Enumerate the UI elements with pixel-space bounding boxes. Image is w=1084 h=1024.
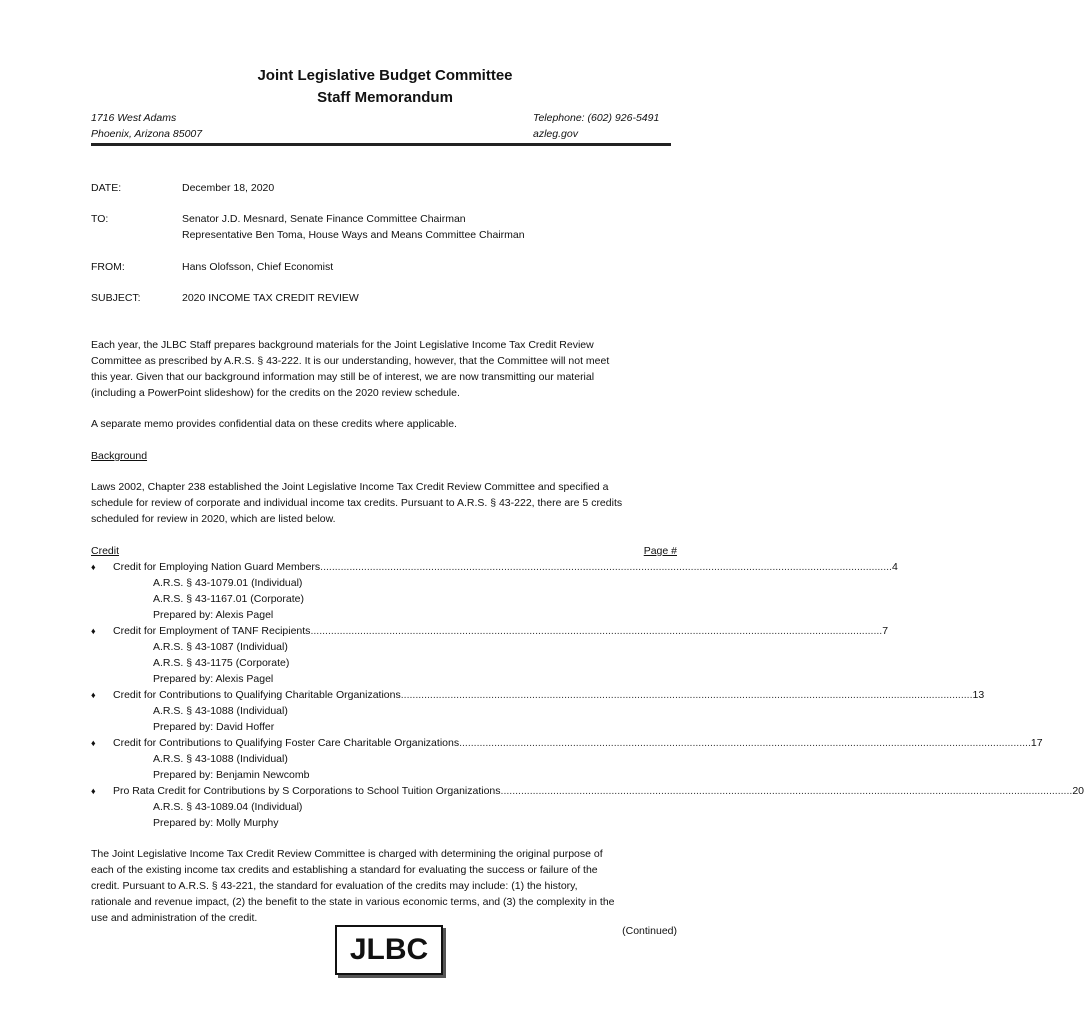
credit-column-header: Credit bbox=[91, 545, 120, 557]
jlbc-logo: JLBC bbox=[335, 925, 443, 975]
date-label: DATE: bbox=[91, 182, 122, 194]
bullet-icon: ♦ bbox=[91, 690, 96, 700]
credit-statute: A.R.S. § 43-1088 (Individual) bbox=[153, 753, 288, 765]
credit-statute: A.R.S. § 43-1167.01 (Corporate) bbox=[153, 593, 304, 605]
credit-row bbox=[91, 783, 1084, 799]
date-value: December 18, 2020 bbox=[182, 182, 275, 194]
credit-item bbox=[91, 623, 889, 687]
credit-name: Credit for Employment of TANF Recipients bbox=[113, 625, 311, 637]
dot-leader: .................................................................................................................................................................................................... bbox=[310, 625, 883, 637]
credit-name: Credit for Contributions to Qualifying Foster Care Charitable Organizations bbox=[113, 737, 460, 749]
credit-items bbox=[91, 559, 1084, 831]
text-line: Committee as prescribed by A.R.S. § 43-222. It is our understanding, however, that the Committee will not meet bbox=[91, 355, 610, 367]
dot-leader: .................................................................................................................................................................................................... bbox=[500, 785, 1073, 797]
bullet-icon: ♦ bbox=[91, 626, 96, 636]
credit-item bbox=[91, 783, 1084, 831]
text-line: scheduled for review in 2020, which are listed below. bbox=[91, 513, 336, 525]
credit-row bbox=[91, 735, 1043, 751]
credit-preparer: Prepared by: David Hoffer bbox=[153, 721, 275, 733]
continued-note: (Continued) bbox=[622, 925, 677, 937]
text-line: schedule for review of corporate and individual income tax credits. Pursuant to A.R.S. § 43-222, there are 5 credits bbox=[91, 497, 623, 509]
subject-label: SUBJECT: bbox=[91, 292, 141, 304]
page-title: Joint Legislative Budget Committee bbox=[257, 67, 513, 84]
credit-page-number: 7 bbox=[882, 625, 889, 637]
website: azleg.gov bbox=[533, 128, 578, 140]
dot-leader: .................................................................................................................................................................................................... bbox=[400, 689, 973, 701]
separate-memo-paragraph: A separate memo provides confidential data on these credits where applicable. bbox=[91, 418, 457, 430]
telephone: Telephone: (602) 926-5491 bbox=[533, 112, 660, 124]
credit-preparer: Prepared by: Molly Murphy bbox=[153, 817, 279, 829]
credit-statute: A.R.S. § 43-1079.01 (Individual) bbox=[153, 577, 303, 589]
credit-statute: A.R.S. § 43-1089.04 (Individual) bbox=[153, 801, 303, 813]
credit-preparer: Prepared by: Alexis Pagel bbox=[153, 609, 274, 621]
credit-name: Credit for Employing Nation Guard Members bbox=[113, 561, 321, 573]
address-city: Phoenix, Arizona 85007 bbox=[91, 128, 203, 140]
credit-preparer: Prepared by: Benjamin Newcomb bbox=[153, 769, 310, 781]
contact-block bbox=[533, 110, 659, 142]
subject-value: 2020 INCOME TAX CREDIT REVIEW bbox=[182, 292, 359, 304]
credit-name: Pro Rata Credit for Contributions by S Corporations to School Tuition Organizations bbox=[113, 785, 501, 797]
from-value: Hans Olofsson, Chief Economist bbox=[182, 261, 334, 273]
credit-row bbox=[91, 623, 889, 639]
credit-page-number: 4 bbox=[891, 561, 898, 573]
credit-item bbox=[91, 559, 898, 623]
credit-row bbox=[91, 687, 985, 703]
credit-statute: A.R.S. § 43-1087 (Individual) bbox=[153, 641, 288, 653]
credit-statute: A.R.S. § 43-1088 (Individual) bbox=[153, 705, 288, 717]
from-label: FROM: bbox=[91, 261, 125, 273]
bullet-icon: ♦ bbox=[91, 786, 96, 796]
credit-row bbox=[91, 559, 898, 575]
bullet-icon: ♦ bbox=[91, 562, 96, 572]
credit-item bbox=[91, 687, 985, 735]
intro-paragraph bbox=[91, 337, 681, 401]
text-line: The Joint Legislative Income Tax Credit Review Committee is charged with determining the original purpose of bbox=[91, 848, 603, 860]
to-recipient-1: Senator J.D. Mesnard, Senate Finance Committee Chairman bbox=[182, 213, 466, 225]
charge-paragraph bbox=[91, 846, 681, 926]
page-column-header: Page # bbox=[643, 545, 677, 557]
credit-page-number: 13 bbox=[972, 689, 985, 701]
text-line: credit. Pursuant to A.R.S. § 43-221, the standard for evaluation of the credits may include: (1) the history, bbox=[91, 880, 578, 892]
address-block bbox=[91, 110, 202, 142]
text-line: rationale and revenue impact, (2) the benefit to the state in various economic terms, and (3) the complexity in the bbox=[91, 896, 615, 908]
text-line: Laws 2002, Chapter 238 established the Joint Legislative Income Tax Credit Review Committee and specified a bbox=[91, 481, 609, 493]
text-line: this year. Given that our background information may still be of interest, we are now transmitting our material bbox=[91, 371, 595, 383]
text-line: (including a PowerPoint slideshow) for the credits on the 2020 review schedule. bbox=[91, 387, 460, 399]
background-paragraph bbox=[91, 479, 681, 527]
text-line: Each year, the JLBC Staff prepares background materials for the Joint Legislative Income Tax Credit Review bbox=[91, 339, 594, 351]
background-heading: Background bbox=[91, 450, 148, 462]
dot-leader: .................................................................................................................................................................................................... bbox=[320, 561, 892, 573]
page-subtitle: Staff Memorandum bbox=[317, 89, 453, 106]
bullet-icon: ♦ bbox=[91, 738, 96, 748]
credit-list bbox=[91, 543, 1084, 831]
text-line: each of the existing income tax credits and establishing a standard for evaluating the success or failure of the bbox=[91, 864, 598, 876]
credit-preparer: Prepared by: Alexis Pagel bbox=[153, 673, 274, 685]
credit-name: Credit for Contributions to Qualifying Charitable Organizations bbox=[113, 689, 401, 701]
header-divider bbox=[91, 143, 671, 146]
text-line: use and administration of the credit. bbox=[91, 912, 258, 924]
address-street: 1716 West Adams bbox=[91, 112, 177, 124]
credit-page-number: 20 bbox=[1072, 785, 1084, 797]
credit-statute: A.R.S. § 43-1175 (Corporate) bbox=[153, 657, 290, 669]
credit-page-number: 17 bbox=[1030, 737, 1043, 749]
credit-list-header bbox=[91, 543, 677, 559]
dot-leader: .................................................................................................................................................................................................... bbox=[459, 737, 1031, 749]
to-recipient-2: Representative Ben Toma, House Ways and Means Committee Chairman bbox=[182, 229, 525, 241]
credit-item bbox=[91, 735, 1043, 783]
to-label: TO: bbox=[91, 213, 109, 225]
